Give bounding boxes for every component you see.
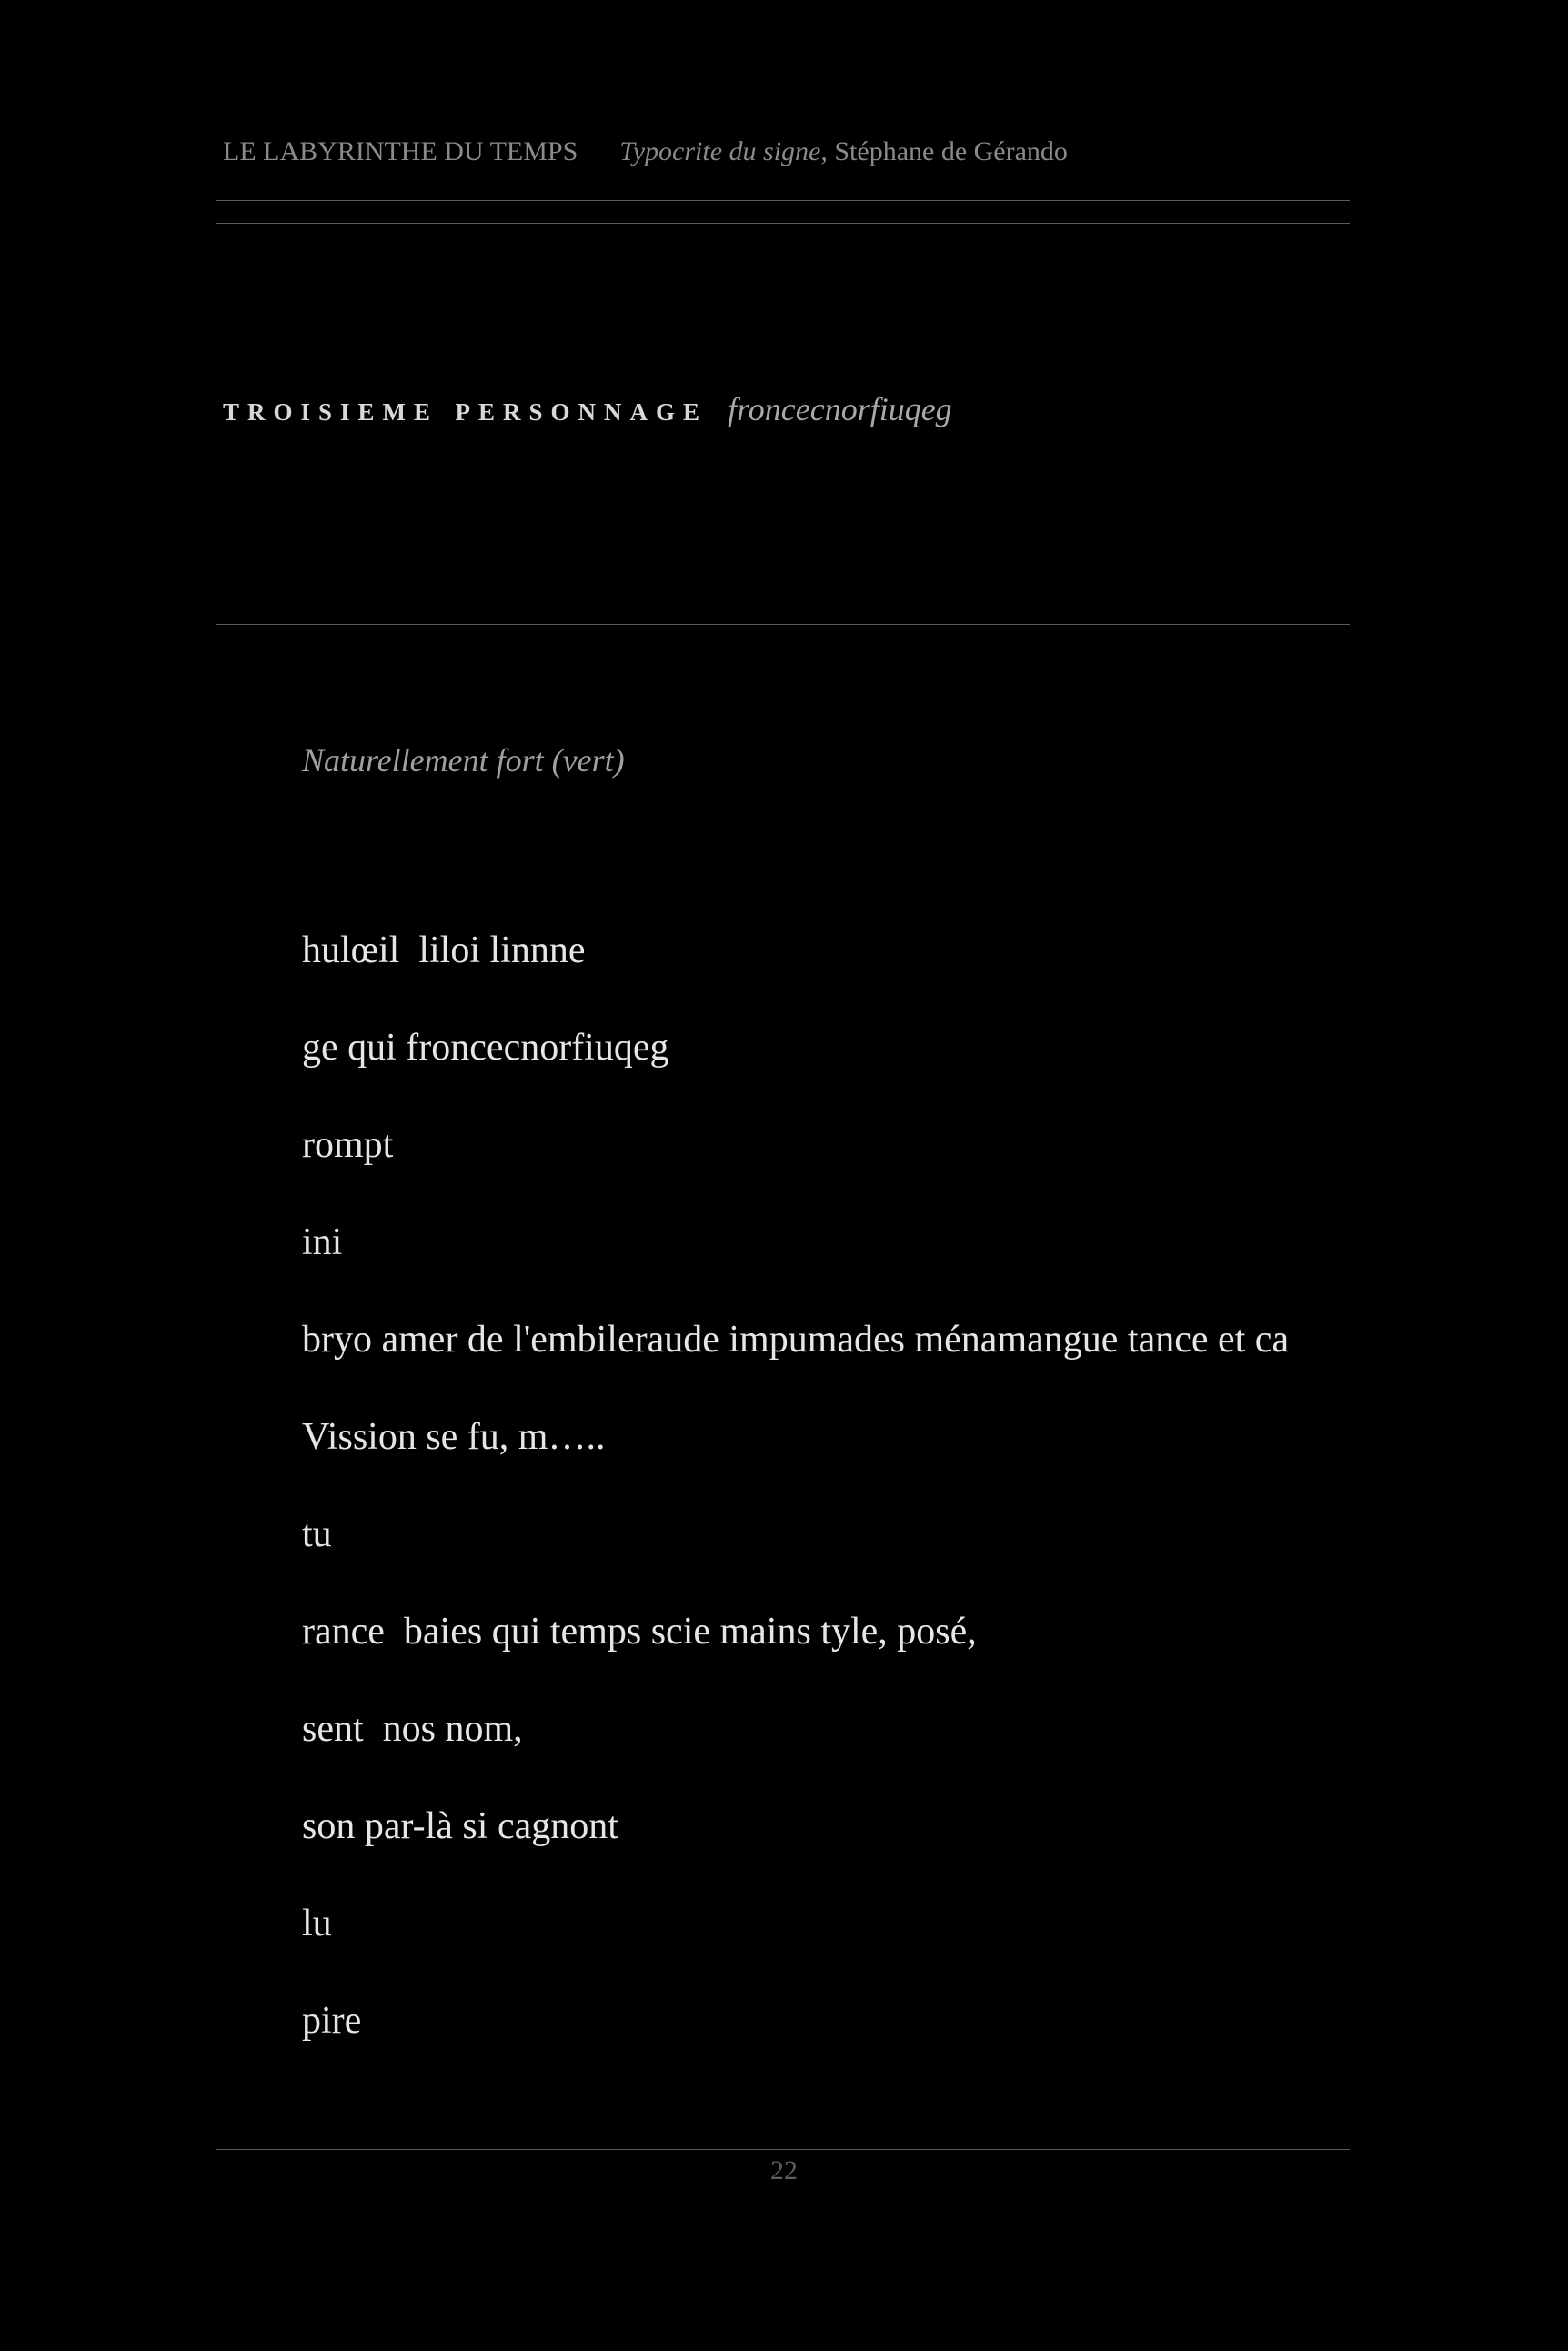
poem-line: tu — [302, 1513, 332, 1555]
running-header — [223, 136, 1351, 177]
poem-lines — [302, 914, 1348, 2082]
section-heading — [223, 389, 1351, 444]
poem-line: sent nos nom, — [302, 1708, 523, 1750]
poem-line: pire — [302, 2000, 362, 2042]
page-number: 22 — [770, 2155, 798, 2185]
poem-line: lu — [302, 1903, 332, 1944]
footer-rule — [216, 2149, 1350, 2150]
poem-line: son par-là si cagnont — [302, 1805, 618, 1847]
header-rule-bottom — [216, 223, 1350, 224]
poem-line: hulœil liloi linnne — [302, 929, 586, 971]
poem-line: bryo amer de l'embileraude impumades ménamangue tance et ca — [302, 1319, 1290, 1361]
poem-line: Vission se fu, m….. — [302, 1416, 606, 1458]
poem-line: rompt — [302, 1124, 394, 1166]
poem-line: ge qui froncecnorfiuqeg — [302, 1027, 669, 1069]
author-name: Stéphane de Gérando — [834, 136, 1068, 166]
section-divider — [216, 624, 1350, 625]
poem-line: ini — [302, 1221, 343, 1263]
book-title: LE LABYRINTHE DU TEMPS — [223, 136, 578, 166]
poem-subtitle: Naturellement fort (vert) — [302, 742, 625, 779]
work-title: Typocrite du signe, — [619, 136, 828, 166]
header-rule-top — [216, 200, 1350, 201]
poem-line: rance baies qui temps scie mains tyle, posé, — [302, 1611, 977, 1653]
character-name: froncecnorfiuqeg — [728, 391, 952, 427]
section-title: troisieme personnage — [223, 390, 709, 428]
